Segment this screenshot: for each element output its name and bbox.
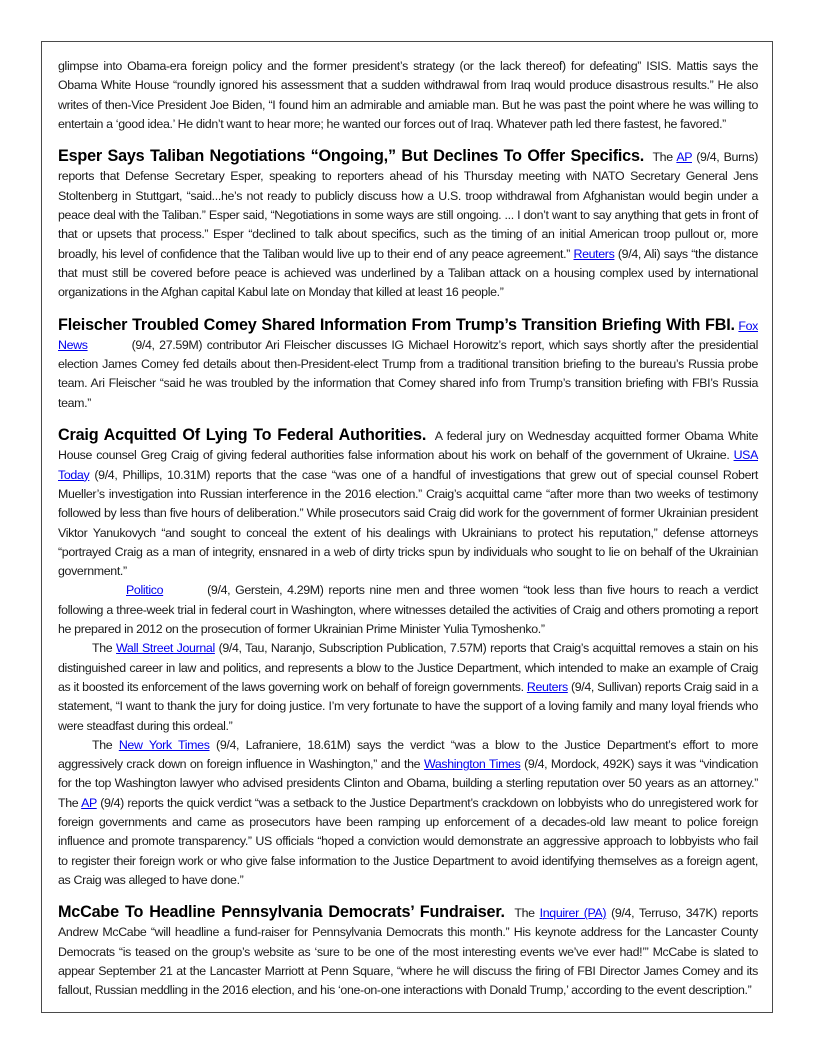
source-link-inquirer[interactable]: Inquirer (PA) (539, 906, 607, 921)
story-paragraph (58, 903, 758, 1000)
story-mccabe (58, 903, 758, 1000)
story-paragraph (58, 147, 758, 302)
story-esper (58, 147, 758, 302)
text-span: (9/4) reports the quick verdict “was a setback to the Justice Department’s crackdown on lobbyists who do unregistered work for foreign governments and came as prosecutors have been ramping up enforcement of a decades-old law meant to police foreign influence and promote transparency.” US officials “hoped a conviction would demonstrate an aggressive approach to lobbyists who fail to register their foreign work or who give false information to the Justice Department to avoid identifying themselves as a foreign agent, as Craig was alleged to have done.” (58, 795, 758, 887)
source-link-ap[interactable]: AP (81, 795, 97, 810)
text-span: (9/4, Burns) reports that Defense Secretary Esper, speaking to reporters ahead of his Thursday meeting with NATO Secretary General Jens Stoltenberg in Stuttgart, “said...he’s not ready to publicly discuss how a U.S. troop withdrawal from Afghanistan would begin under a peace deal with the Taliban.” Esper said, “Negotiations in some ways are still ongoing. ... I don’t want to say anything that gets in front of that or upsets that process.” Esper “declined to talk about specifics, such as the timing of an initial American troop pullout or, more broadly, his level of confidence that the Taliban would live up to their end of any peace agreement.” (58, 150, 759, 261)
text-span: (9/4, Ali) says “the distance that must still be covered before peace is achieved was underlined by a Taliban attack on a housing complex used by international organizations in the Afghan capital Kabul late on Monday that killed at least 16 people.” (58, 246, 759, 300)
source-link-reuters[interactable]: Reuters (573, 246, 615, 261)
text-span: The (652, 150, 673, 165)
source-link-wall-street-journal[interactable]: Wall Street Journal (116, 641, 215, 656)
text-span: (9/4, Gerstein, 4.29M) reports nine men and three women “took less than five hours to reach a verdict following a three-week trial in federal court in Washington, where witnesses detailed the activities of Craig and others promoting a report he prepared in 2012 on the prosecution of former Ukrainian Prime Minister Yulia Tymoshenko.” (58, 583, 758, 637)
text-span: (9/4, 27.59M) contributor Ari Fleischer discusses IG Michael Horowitz’s report, which says shortly after the presidential election James Comey fed details about then-President-elect Trump from a traditional transition briefing to the bureau’s Russia probe team. Ari Fleischer “said he was troubled by the information that Comey shared info from Trump’s transition briefing with FBI’s Russia team.” (58, 337, 758, 410)
story-headline: Craig Acquitted Of Lying To Federal Authorities. (58, 426, 427, 445)
text-span: The (92, 641, 113, 656)
story-paragraph (58, 736, 758, 890)
story-paragraph (58, 581, 758, 639)
story-paragraph (58, 426, 758, 581)
story-paragraph (58, 639, 758, 735)
text-span: (9/4, Terruso, 347K) reports Andrew McCabe “will headline a fund-raiser for Pennsylvania Democrats this month.” His keynote address for the Lancaster County Democrats “is teased on the group’s website as ‘sure to be one of the most interesting events we’ve ever had!’” McCabe is slated to appear September 21 at the Lancaster Marriott at Penn Square, “where he will discuss the firing of FBI Director James Comey and its fallout, Russian meddling in the 2016 election, and his ‘one-on-one interactions with Donald Trump,’ according to the event description.” (58, 906, 759, 998)
text-span: (9/4, Sullivan) reports Craig said in a statement, “I want to thank the jury for doing justice. I’m very fortunate to have the support of a loving family and many loyal friends who were steadfast during this ordeal.” (58, 679, 758, 733)
text-span: The (514, 906, 535, 921)
text-span: (9/4, Lafraniere, 18.61M) says the verdict “was a blow to the Justice Department’s effort to more aggressively crack down on foreign influence in Washington,” and the (58, 737, 759, 772)
story-paragraph (58, 316, 758, 413)
source-link-usa-today[interactable]: USA Today (58, 448, 758, 482)
text-span: (9/4, Phillips, 10.31M) reports that the case “was one of a handful of investigations that grew out of special counsel Robert Mueller’s investigation into Russian interference in the 2016 election.” Craig’s acquittal came “after more than two weeks of testimony followed by less than five hours of deliberation.” While prosecutors said Craig did work for the government of former Ukrainian president Viktor Yanukovych “and sought to conceal the extent of his dealings with Ukrainians to protect his reputation,” defense attorneys “portrayed Craig as a man of integrity, ensnared in a web of dirty tricks spun by individuals who sought to lie on behalf of the Ukrainian government.” (58, 467, 759, 579)
story-headline: McCabe To Headline Pennsylvania Democrats’ Fundraiser. (58, 903, 505, 922)
text-span: (9/4, Tau, Naranjo, Subscription Publication, 7.57M) reports that Craig’s acquittal removes a stain on his distinguished career in law and politics, and represents a blow to the Justice Department, which intended to make an example of Craig as it boosted its enforcement of the laws governing work on behalf of foreign governments. (58, 641, 759, 694)
source-link-politico[interactable]: Politico (126, 583, 164, 598)
story-headline: Fleischer Troubled Comey Shared Information From Trump’s Transition Briefing With FBI. (58, 315, 735, 334)
document-body (58, 57, 758, 1014)
source-link-new-york-times[interactable]: New York Times (118, 737, 210, 752)
story-headline: Esper Says Taliban Negotiations “Ongoing,” But Declines To Offer Specifics. (58, 147, 645, 166)
source-link-ap[interactable]: AP (676, 150, 692, 165)
text-span: A federal jury on Wednesday acquitted former Obama White House counsel Greg Craig of giving federal authorities false information about his work on behalf of the government of Ukraine. (58, 429, 758, 463)
source-link-fox-news[interactable]: Fox News (58, 318, 759, 352)
source-link-reuters[interactable]: Reuters (526, 679, 568, 694)
story-craig (58, 426, 758, 890)
story-fleischer (58, 316, 758, 413)
intro-paragraph: glimpse into Obama-era foreign policy and the former president’s strategy (or the lack thereof) for defeating” ISIS. Mattis says the Obama White House “roundly ignored his assessment that a sudden withdrawal from Iraq would produce disastrous results.” He also writes of then-Vice President Joe Biden, “I found him an admirable and amiable man. But he was past the point where he was willing to entertain a ‘good idea.’ He didn’t want to hear more; he wanted our forces out of Iraq. Whatever path led there fastest, he favored.” (58, 59, 758, 131)
source-link-washington-times[interactable]: Washington Times (423, 757, 521, 772)
text-span: (9/4, Mordock, 492K) says it was “vindication for the top Washington lawyer who advised presidents Clinton and Obama, building a sterling reputation over 50 years as an attorney.” The (58, 757, 758, 810)
text-span: The (92, 737, 113, 752)
